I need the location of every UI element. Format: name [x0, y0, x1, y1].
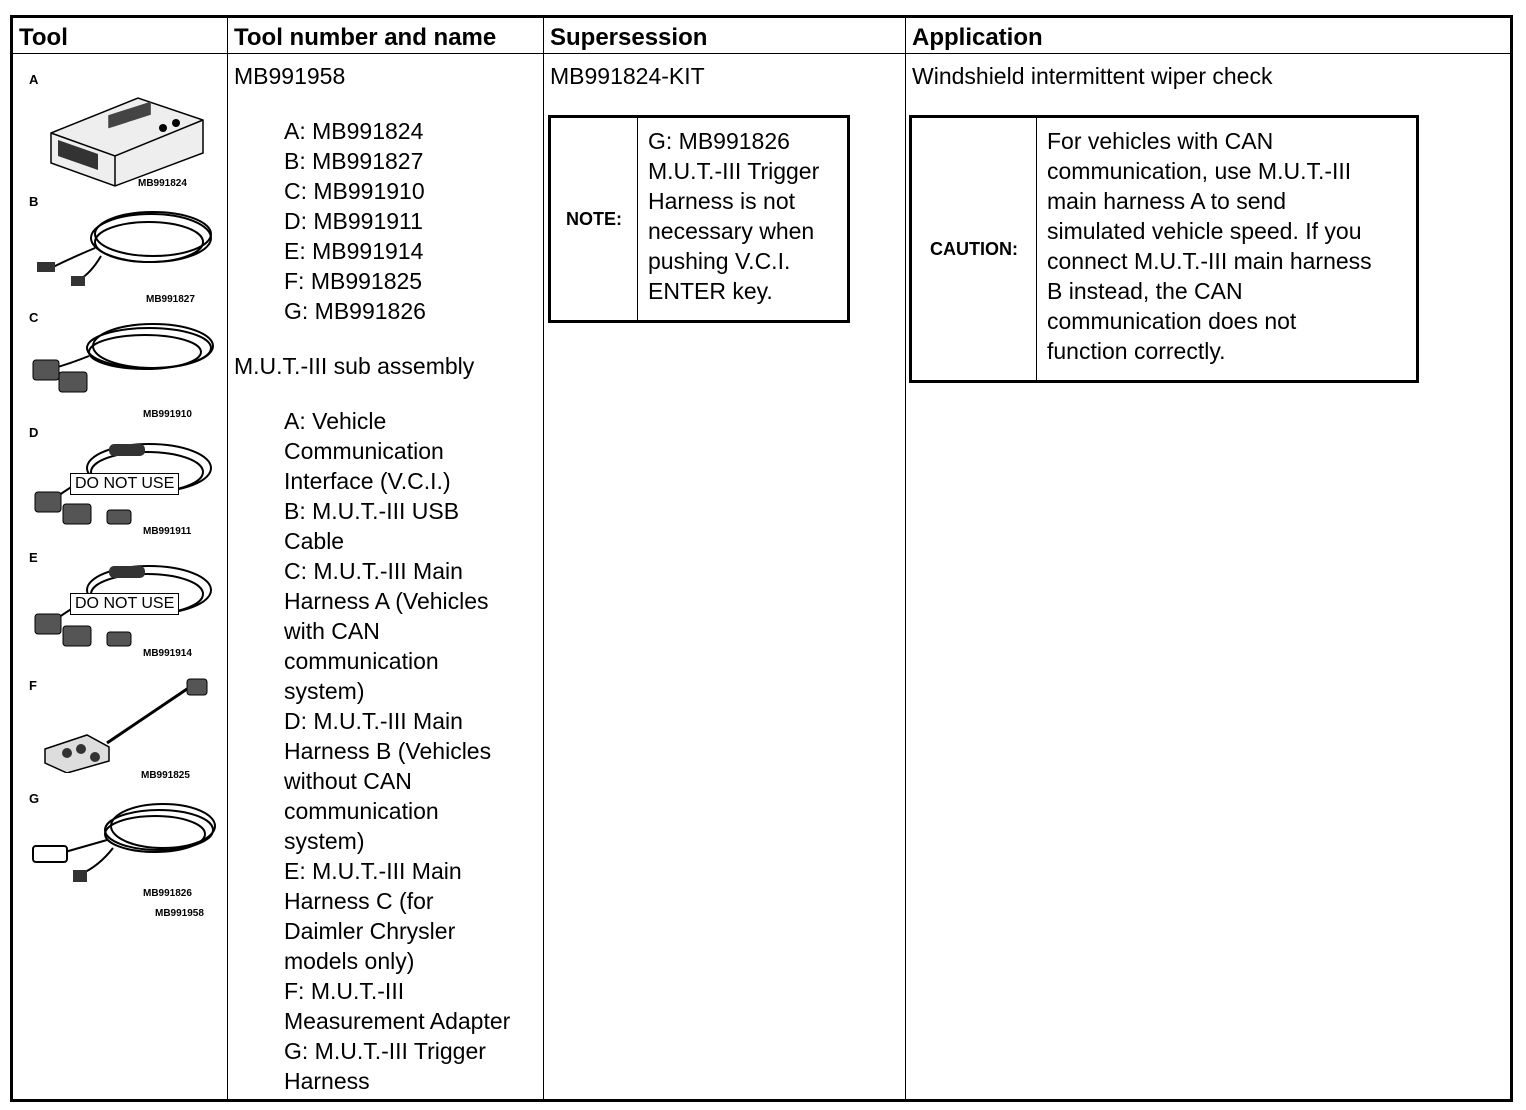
supersession-value: MB991824-KIT [550, 63, 705, 89]
tool-letter-g: G [29, 791, 40, 806]
component-item: B: MB991827 [284, 148, 424, 174]
caution-text [1037, 118, 1382, 380]
header-application: Application [912, 24, 1043, 51]
caution-label: CAUTION: [912, 118, 1037, 380]
note-line: necessary when [648, 218, 815, 244]
do-not-use-badge-e: DO NOT USE [70, 593, 179, 615]
note-text [638, 118, 829, 320]
header-tool-number-name: Tool number and name [234, 24, 497, 51]
sub-assembly-line: with CAN [284, 618, 380, 644]
tool-code-d: MB991911 [143, 526, 192, 537]
tool-code-g: MB991826 [143, 888, 192, 899]
header-supersession: Supersession [550, 24, 708, 51]
tool-number: MB991958 [234, 63, 346, 89]
note-label: NOTE: [551, 118, 638, 320]
tool-letter-c: C [29, 310, 39, 325]
caution-line: communication does not [1047, 308, 1297, 334]
tool-code-a: MB991824 [138, 178, 187, 189]
sub-assembly-line: communication [284, 798, 439, 824]
tool-code-e: MB991914 [143, 648, 192, 659]
sub-assembly-line: without CAN [284, 768, 412, 794]
application-value: Windshield intermittent wiper check [912, 63, 1273, 89]
sub-assembly-line: A: Vehicle [284, 408, 387, 434]
tool-number-name-cell [234, 61, 539, 1096]
caution-line: B instead, the CAN [1047, 278, 1243, 304]
tool-letter-a: A [29, 72, 39, 87]
note-line: Harness is not [648, 188, 796, 214]
header-tool: Tool [19, 24, 68, 51]
component-item: C: MB991910 [284, 178, 425, 204]
sub-assembly-line: Interface (V.C.I.) [284, 468, 451, 494]
column-divider [543, 18, 544, 1099]
note-line: ENTER key. [648, 278, 773, 304]
component-item: D: MB991911 [284, 208, 423, 234]
column-divider [227, 18, 228, 1099]
component-list [234, 116, 539, 326]
do-not-use-badge-d: DO NOT USE [70, 473, 179, 495]
sub-assembly-line: Measurement Adapter [284, 1008, 511, 1034]
tool-code-c: MB991910 [143, 409, 192, 420]
caution-line: main harness A to send [1047, 188, 1287, 214]
note-line: G: MB991826 [648, 128, 790, 154]
tool-letter-e: E [29, 550, 38, 565]
usb-cable-illustration [31, 198, 216, 293]
sub-assembly-list [234, 406, 539, 1096]
caution-line: simulated vehicle speed. If you [1047, 218, 1362, 244]
sub-assembly-line: models only) [284, 948, 415, 974]
header-divider [13, 53, 1510, 54]
sub-assembly-title: M.U.T.-III sub assembly [234, 353, 475, 379]
note-line: pushing V.C.I. [648, 248, 791, 274]
sub-assembly-line: Harness A (Vehicles [284, 588, 489, 614]
tool-code-f: MB991825 [141, 770, 190, 781]
caution-line: For vehicles with CAN [1047, 128, 1274, 154]
vci-unit-illustration [43, 78, 213, 188]
sub-assembly-line: system) [284, 678, 365, 704]
sub-assembly-line: Communication [284, 438, 444, 464]
note-line: M.U.T.-III Trigger [648, 158, 820, 184]
tool-code-b: MB991827 [146, 294, 195, 305]
sub-assembly-line: B: M.U.T.-III USB [284, 498, 460, 524]
sub-assembly-line: C: M.U.T.-III Main [284, 558, 463, 584]
sub-assembly-line: G: M.U.T.-III Trigger [284, 1038, 486, 1064]
sub-assembly-line: communication [284, 648, 439, 674]
caution-line: communication, use M.U.T.-III [1047, 158, 1352, 184]
caution-line: connect M.U.T.-III main harness [1047, 248, 1372, 274]
component-item: E: MB991914 [284, 238, 424, 264]
sub-assembly-line: Harness B (Vehicles [284, 738, 492, 764]
caution-box [909, 115, 1419, 383]
main-harness-a-illustration [29, 316, 219, 396]
sub-assembly-line: D: M.U.T.-III Main [284, 708, 463, 734]
sub-assembly-line: Daimler Chrysler [284, 918, 456, 944]
tool-letter-f: F [29, 678, 37, 693]
component-item: A: MB991824 [284, 118, 424, 144]
sub-assembly-line: Harness C (for [284, 888, 434, 914]
sub-assembly-line: F: M.U.T.-III [284, 978, 405, 1004]
tool-set-code: MB991958 [155, 908, 204, 919]
tool-letter-b: B [29, 194, 39, 209]
sub-assembly-line: Cable [284, 528, 345, 554]
tool-letter-d: D [29, 425, 39, 440]
tool-table [10, 15, 1513, 1102]
sub-assembly-line: system) [284, 828, 365, 854]
component-item: G: MB991826 [284, 298, 426, 324]
note-box [548, 115, 850, 323]
component-item: F: MB991825 [284, 268, 423, 294]
column-divider [905, 18, 906, 1099]
caution-line: function correctly. [1047, 338, 1226, 364]
sub-assembly-line: Harness [284, 1068, 370, 1094]
measurement-adapter-illustration [37, 673, 217, 773]
sub-assembly-line: E: M.U.T.-III Main [284, 858, 462, 884]
trigger-harness-illustration [29, 796, 219, 886]
